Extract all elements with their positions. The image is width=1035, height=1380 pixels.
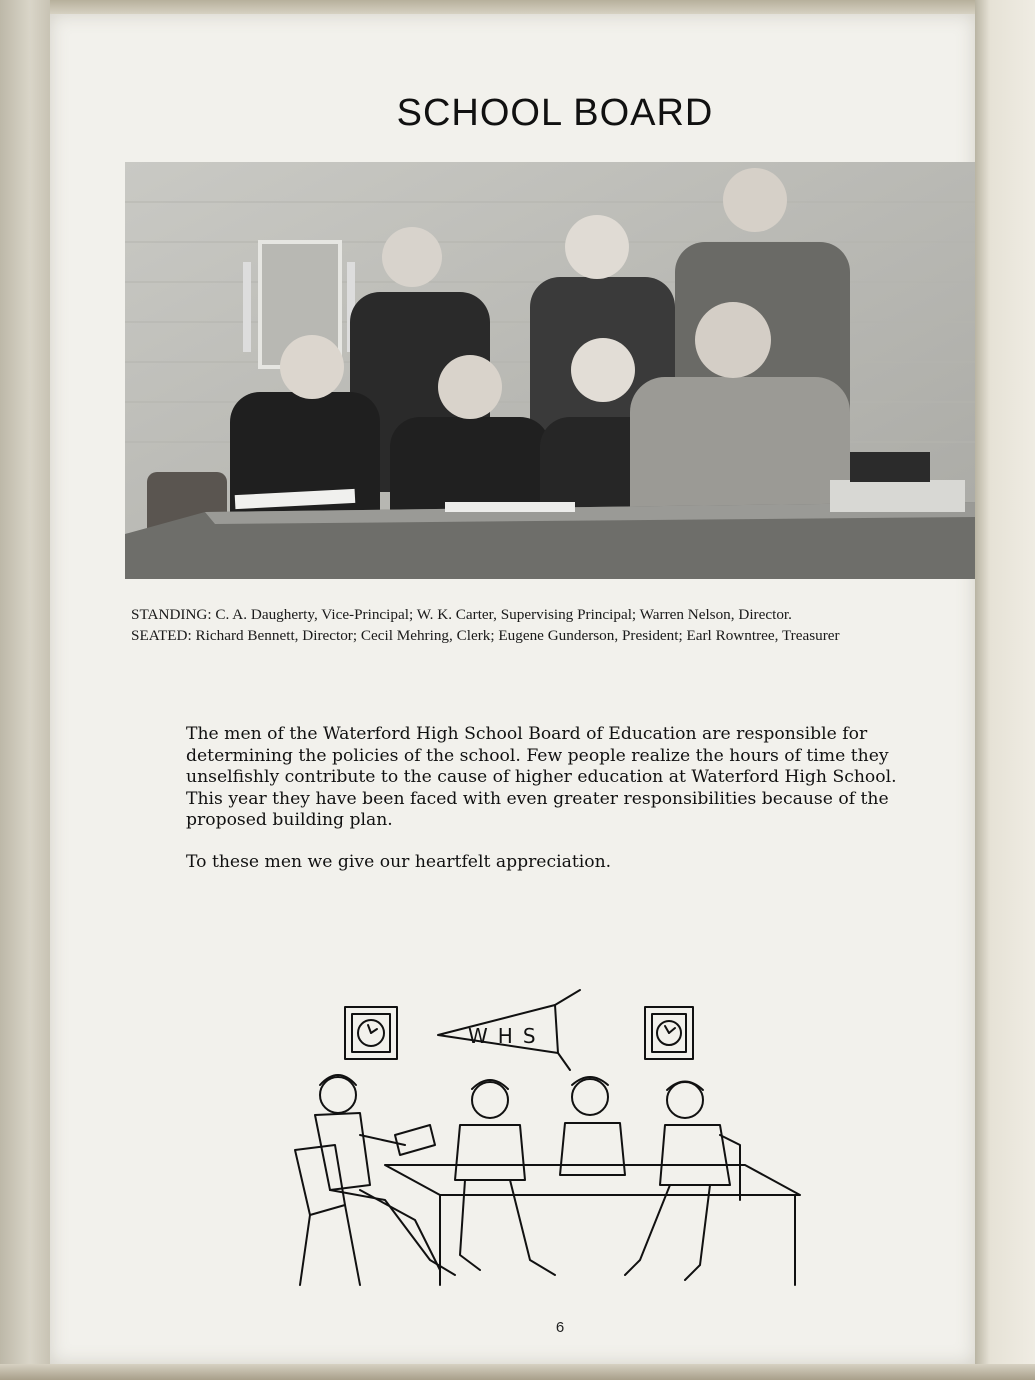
body-text xyxy=(186,724,936,893)
pennant-text: WHS xyxy=(468,1024,546,1048)
wall-clock-left-icon xyxy=(345,1007,397,1059)
paragraph-responsibilities: The men of the Waterford High School Board of Education are responsible for determining the policies of the school. Few people realize the hours of time they unselfishly contribute to the cause of higher education at Waterford High School. This year they have been faced with even greater responsibilities because of the proposed building plan. xyxy=(186,724,897,830)
cartoon-drawing xyxy=(290,985,810,1300)
book-top-edge xyxy=(0,0,1035,14)
group-photo-illustration xyxy=(125,162,975,579)
left-binding xyxy=(0,0,50,1380)
right-binding xyxy=(975,0,1035,1380)
caption-seated: SEATED: Richard Bennett, Director; Cecil Mehring, Clerk; Eugene Gunderson, President; Earl Rowntree, Treasurer xyxy=(131,627,840,644)
book-bottom-edge xyxy=(0,1364,1035,1380)
photo-caption xyxy=(131,604,971,646)
wall-clock-right-icon xyxy=(645,1007,693,1059)
page-number: 6 xyxy=(555,1319,565,1336)
pennant-icon xyxy=(438,990,580,1070)
page-title: SCHOOL BOARD xyxy=(396,92,714,134)
school-board-photo xyxy=(125,162,975,579)
board-meeting-cartoon xyxy=(290,985,810,1295)
paragraph-appreciation: To these men we give our heartfelt appreciation. xyxy=(186,851,612,872)
caption-standing: STANDING: C. A. Daugherty, Vice-Principal; W. K. Carter, Supervising Principal; Warren Nelson, Director. xyxy=(131,606,792,623)
